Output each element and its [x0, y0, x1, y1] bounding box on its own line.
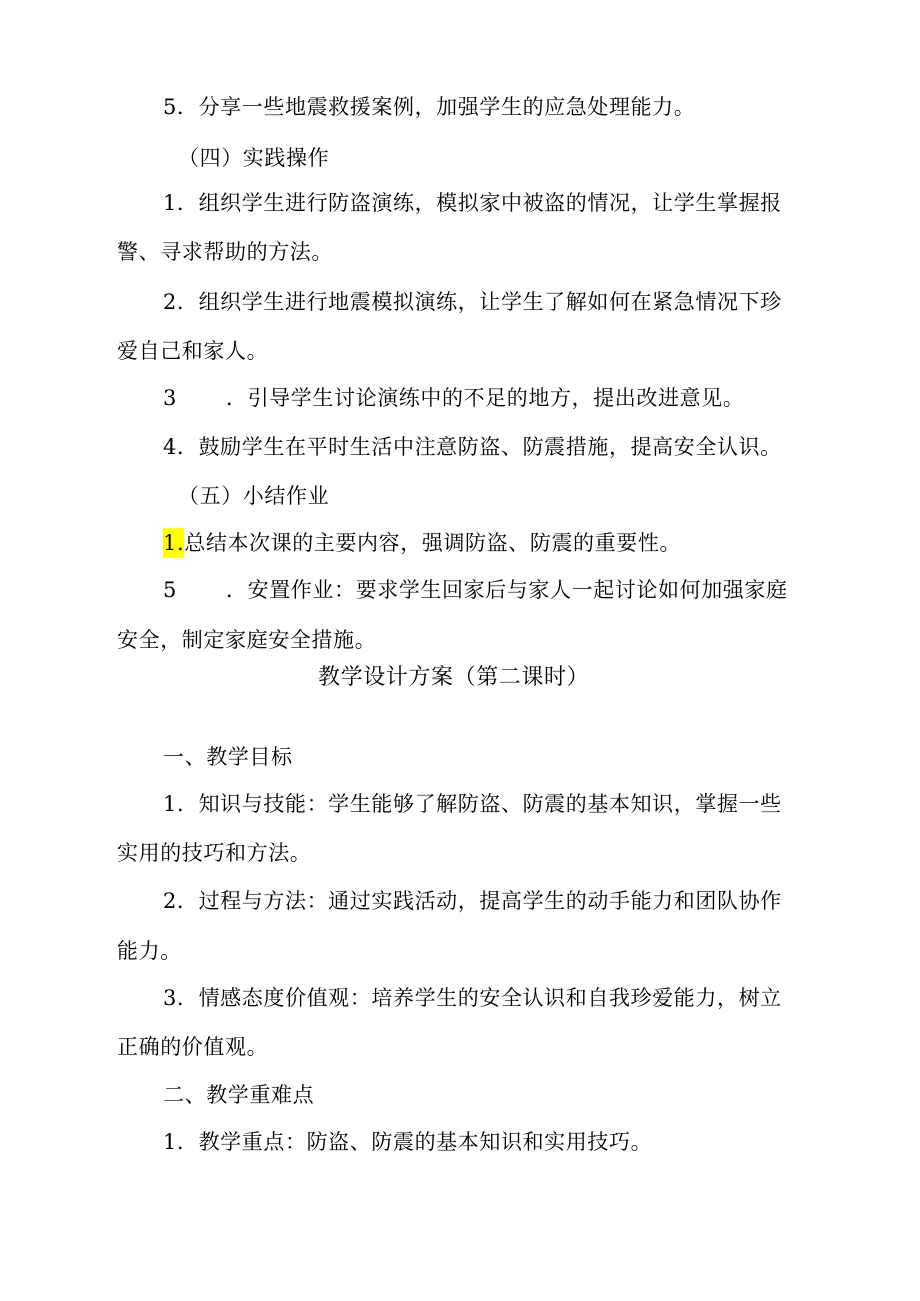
line-text: 正确的价值观。	[117, 1035, 269, 1059]
line-text: ．鼓励学生在平时生活中注意防盗、防震措施，提高安全认识。	[176, 435, 782, 459]
paragraph-line	[163, 886, 782, 916]
paragraph-line	[117, 936, 182, 966]
paragraph-line	[163, 92, 695, 122]
paragraph-line	[163, 575, 788, 605]
paragraph-line	[117, 1032, 268, 1062]
paragraph-line	[163, 983, 782, 1013]
line-text: ．组织学生进行地震模拟演练，让学生了解如何在紧急情况下珍	[176, 290, 782, 314]
line-text: 能力。	[117, 939, 182, 963]
line-text: 警、寻求帮助的方法。	[117, 240, 333, 264]
line-text: 安全，制定家庭安全措施。	[117, 628, 377, 652]
line-text: 爱自己和家人。	[117, 339, 269, 363]
line-text: ．情感态度价值观：培养学生的安全认识和自我珍爱能力，树立	[176, 986, 782, 1010]
paragraph-line	[163, 789, 782, 819]
item-number: 2	[163, 889, 177, 913]
paragraph-line	[163, 1127, 652, 1157]
highlighted-item-number: 1.	[163, 528, 184, 558]
paragraph-line	[117, 237, 333, 267]
paragraph-line	[163, 383, 744, 413]
item-number: 5	[163, 578, 177, 602]
line-text: 实用的技巧和方法。	[117, 841, 312, 865]
item-number: 2	[163, 290, 177, 314]
heading-text: （四）实践操作	[178, 146, 330, 170]
document-title	[318, 663, 589, 693]
paragraph-line	[163, 528, 681, 558]
title-text: 教学设计方案（第二课时）	[318, 665, 590, 690]
section-heading	[178, 481, 329, 511]
item-number: 1	[163, 792, 177, 816]
line-text: ．知识与技能：学生能够了解防盗、防震的基本知识，掌握一些	[176, 792, 782, 816]
paragraph-line	[117, 625, 376, 655]
item-number: 5	[163, 95, 177, 119]
paragraph-line	[163, 188, 782, 218]
paragraph-line	[163, 287, 782, 317]
item-number: 1	[163, 1130, 177, 1154]
paragraph-line	[163, 432, 782, 462]
paragraph-line	[117, 336, 268, 366]
section-heading	[163, 1080, 314, 1110]
item-number: 3	[163, 386, 177, 410]
item-number: 4	[163, 435, 177, 459]
heading-text: 一、教学目标	[163, 745, 293, 769]
heading-text: 二、教学重难点	[163, 1083, 315, 1107]
paragraph-line	[117, 838, 311, 868]
line-text: ．引导学生讨论演练中的不足的地方，提出改进意见。	[226, 386, 745, 410]
section-heading	[178, 143, 329, 173]
section-heading	[163, 742, 293, 772]
item-number: 1	[163, 191, 177, 215]
line-text: ．过程与方法：通过实践活动，提高学生的动手能力和团队协作	[176, 889, 782, 913]
line-text: ．教学重点：防盗、防震的基本知识和实用技巧。	[176, 1130, 653, 1154]
line-text: ．分享一些地震救援案例，加强学生的应急处理能力。	[176, 95, 696, 119]
heading-text: （五）小结作业	[178, 484, 330, 508]
line-text: ．组织学生进行防盗演练，模拟家中被盗的情况，让学生掌握报	[176, 191, 782, 215]
item-number: 3	[163, 986, 177, 1010]
line-text: 总结本次课的主要内容，强调防盗、防震的重要性。	[184, 531, 682, 555]
line-text: ．安置作业：要求学生回家后与家人一起讨论如何加强家庭	[226, 578, 788, 602]
